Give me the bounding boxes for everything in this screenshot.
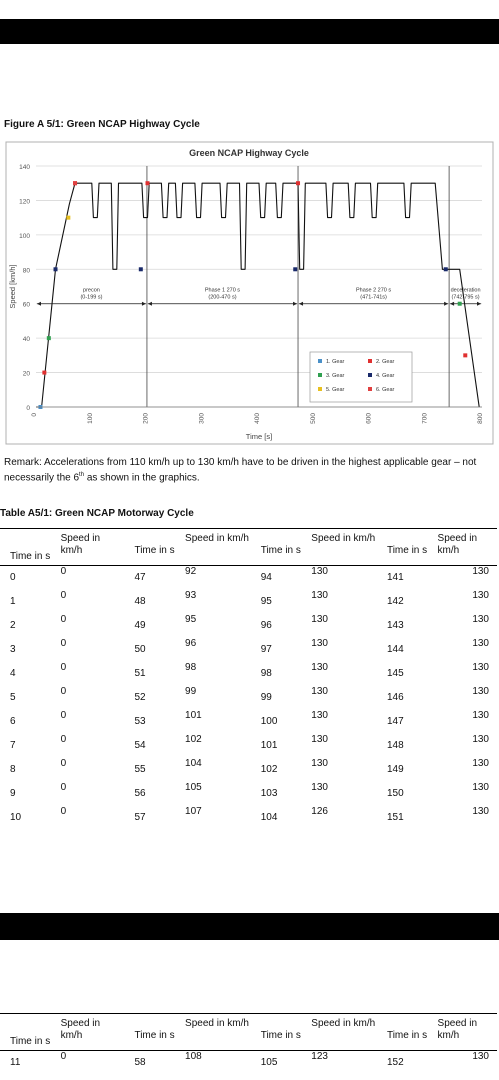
time-cell: 1 [10, 595, 16, 607]
speed-cell: 0 [60, 757, 67, 769]
gear-marker [463, 353, 467, 357]
time-cell: 103 [260, 787, 278, 799]
time-cell: 58 [134, 1057, 146, 1068]
speed-cell: 130 [472, 1051, 489, 1062]
speed-cell: 130 [472, 661, 489, 673]
time-cell: 152 [386, 1057, 404, 1068]
phase-label: Phase 2 270 s [355, 287, 392, 294]
time-cell: 57 [134, 811, 146, 823]
time-cell: 11 [10, 1057, 21, 1068]
time-cell: 149 [386, 763, 404, 775]
speed-cell: 123 [311, 1051, 328, 1062]
phase-label: deceleration [450, 287, 481, 294]
phase-range: (742-795 s) [451, 294, 480, 301]
time-cell: 10 [10, 811, 22, 823]
header-speed-1: Speed in km/h [61, 1014, 125, 1051]
speed-cell: 0 [60, 637, 67, 649]
time-cell: 95 [260, 595, 272, 607]
motorway-cycle-table [0, 528, 497, 830]
speed-cell: 130 [472, 685, 489, 697]
speed-cell: 130 [311, 685, 328, 697]
gear-marker [66, 216, 70, 220]
speed-cell: 130 [472, 733, 489, 745]
phase-label: precon [83, 287, 100, 294]
header-speed-2: Speed in km/h [185, 529, 251, 566]
speed-cell: 0 [60, 709, 67, 721]
gear-marker [146, 181, 150, 185]
time-cell: 6 [10, 715, 16, 727]
gear-marker [47, 336, 51, 340]
time-cell: 48 [134, 595, 146, 607]
speed-cell: 130 [311, 566, 328, 577]
time-cell: 2 [10, 619, 16, 631]
figure-caption: Figure A 5/1: Green NCAP Highway Cycle [4, 119, 200, 130]
table-header-row-continued [0, 1014, 497, 1051]
speed-cell: 130 [472, 613, 489, 625]
header-time-1: Time in s [0, 529, 61, 566]
speed-cell: 130 [472, 637, 489, 649]
phase-range: (471-741s) [360, 294, 387, 301]
header-time-3: Time in s [251, 1014, 312, 1051]
table-row [0, 638, 497, 662]
time-cell: 50 [134, 643, 146, 655]
time-cell: 56 [134, 787, 146, 799]
time-cell: 96 [260, 619, 272, 631]
legend-swatch [318, 359, 322, 363]
speed-cell: 0 [60, 805, 67, 817]
page-header-band [0, 19, 499, 44]
header-time-4: Time in s [377, 529, 438, 566]
time-cell: 98 [260, 667, 272, 679]
gear-marker [458, 302, 462, 306]
speed-cell: 101 [185, 709, 202, 721]
chart-svg [0, 136, 499, 446]
header-speed-3: Speed in km/h [311, 1014, 377, 1051]
speed-cell: 130 [311, 733, 328, 745]
speed-cell: 107 [185, 805, 202, 817]
header-time-2: Time in s [124, 529, 185, 566]
y-tick-label: 20 [22, 370, 30, 378]
speed-cell: 130 [311, 613, 328, 625]
speed-cell: 108 [185, 1051, 202, 1062]
page-break-band [0, 913, 499, 940]
time-cell: 105 [260, 1057, 278, 1068]
speed-cell: 102 [185, 733, 202, 745]
time-cell: 144 [386, 643, 404, 655]
time-cell: 100 [260, 715, 278, 727]
speed-cell: 104 [185, 757, 202, 769]
time-cell: 51 [134, 667, 146, 679]
speed-cell: 93 [185, 589, 197, 601]
time-cell: 143 [386, 619, 404, 631]
speed-cell: 92 [185, 566, 197, 577]
x-tick-label: 0 [31, 413, 38, 417]
remark-after: as shown in the graphics. [84, 472, 200, 484]
time-cell: 150 [386, 787, 404, 799]
table-row [0, 662, 497, 686]
table-row [0, 590, 497, 614]
header-time-1: Time in s [0, 1014, 61, 1051]
speed-cell: 130 [472, 805, 489, 817]
speed-cell: 130 [311, 589, 328, 601]
time-cell: 9 [10, 787, 16, 799]
gear-marker [293, 267, 297, 271]
x-tick-label: 800 [477, 413, 484, 424]
y-tick-label: 120 [19, 198, 30, 206]
time-cell: 142 [386, 595, 404, 607]
time-cell: 94 [260, 572, 272, 583]
time-cell: 0 [10, 572, 16, 583]
legend-swatch [368, 359, 372, 363]
gear-marker [42, 371, 46, 375]
legend-swatch [318, 387, 322, 391]
speed-cell: 95 [185, 613, 197, 625]
time-cell: 102 [260, 763, 278, 775]
table-row [0, 566, 497, 590]
time-cell: 101 [260, 739, 278, 751]
speed-cell: 126 [311, 805, 328, 817]
table-row [0, 734, 497, 758]
legend-swatch [368, 373, 372, 377]
y-tick-label: 100 [19, 232, 30, 240]
header-speed-4: Speed in km/h [438, 529, 497, 566]
legend-label: 3. Gear [326, 373, 345, 379]
time-cell: 7 [10, 739, 16, 751]
time-cell: 147 [386, 715, 404, 727]
legend-label: 1. Gear [326, 359, 345, 365]
speed-cell: 130 [311, 709, 328, 721]
chart-frame [6, 142, 493, 444]
time-cell: 151 [386, 811, 404, 823]
speed-cell: 0 [60, 566, 67, 577]
speed-cell: 130 [311, 661, 328, 673]
table-row [0, 710, 497, 734]
table-row [0, 758, 497, 782]
table-row [0, 806, 497, 830]
time-cell: 53 [134, 715, 146, 727]
speed-cell: 130 [472, 589, 489, 601]
y-axis-label: Speed [km/h] [8, 264, 17, 309]
time-cell: 49 [134, 619, 146, 631]
y-tick-label: 140 [19, 164, 30, 171]
x-tick-label: 500 [309, 413, 317, 424]
time-cell: 99 [260, 691, 272, 703]
time-cell: 3 [10, 643, 16, 655]
header-time-4: Time in s [377, 1014, 438, 1051]
gear-marker [73, 181, 77, 185]
legend-swatch [318, 373, 322, 377]
chart-title: Green NCAP Highway Cycle [189, 148, 309, 158]
phase-range: (200-470 s) [208, 294, 237, 301]
legend-swatch [368, 387, 372, 391]
x-tick-label: 100 [86, 413, 94, 424]
table-row [0, 1051, 497, 1075]
speed-cell: 0 [60, 661, 67, 673]
gear-marker [54, 267, 58, 271]
speed-cell: 105 [185, 781, 202, 793]
table-row [0, 782, 497, 806]
x-tick-label: 600 [365, 413, 373, 424]
table-caption: Table A5/1: Green NCAP Motorway Cycle [0, 508, 194, 519]
time-cell: 97 [260, 643, 272, 655]
motorway-cycle-table-continued [0, 1013, 497, 1075]
time-cell: 55 [134, 763, 146, 775]
gear-marker [139, 267, 143, 271]
table-row [0, 614, 497, 638]
speed-cell: 0 [60, 685, 67, 697]
speed-cell: 0 [60, 1051, 67, 1062]
header-speed-4: Speed in km/h [438, 1014, 497, 1051]
time-cell: 4 [10, 667, 16, 679]
speed-cell: 0 [60, 613, 67, 625]
header-speed-3: Speed in km/h [311, 529, 377, 566]
remark-text [4, 456, 494, 484]
highway-cycle-chart [0, 136, 499, 446]
time-cell: 8 [10, 763, 16, 775]
speed-cell: 130 [472, 709, 489, 721]
speed-cell: 0 [60, 589, 67, 601]
legend-label: 6. Gear [376, 387, 395, 393]
time-cell: 47 [134, 572, 146, 583]
x-tick-label: 700 [421, 413, 429, 424]
x-tick-label: 300 [198, 413, 206, 424]
header-speed-2: Speed in km/h [185, 1014, 251, 1051]
x-axis-label: Time [s] [245, 432, 273, 441]
time-cell: 145 [386, 667, 404, 679]
y-tick-label: 80 [22, 267, 30, 275]
speed-cell: 130 [311, 781, 328, 793]
time-cell: 104 [260, 811, 278, 823]
y-tick-label: 40 [22, 336, 30, 344]
speed-cell: 130 [311, 637, 328, 649]
header-time-3: Time in s [251, 529, 312, 566]
x-tick-label: 200 [142, 413, 150, 424]
speed-cell: 130 [472, 781, 489, 793]
table-header-row [0, 529, 497, 566]
remark-before: Remark: Accelerations from 110 km/h up to 130 km/h have to be driven in the highest applicable gear – not necessarily the 6 [4, 457, 477, 484]
header-time-2: Time in s [124, 1014, 185, 1051]
speed-cell: 98 [185, 661, 197, 673]
phase-label: Phase 1 270 s [204, 287, 241, 294]
time-cell: 146 [386, 691, 404, 703]
speed-cell: 99 [185, 685, 197, 697]
legend-label: 4. Gear [376, 373, 395, 379]
time-cell: 54 [134, 739, 146, 751]
time-cell: 5 [10, 691, 16, 703]
gear-marker [296, 181, 300, 185]
x-tick-label: 400 [254, 413, 261, 424]
speed-cell: 130 [311, 757, 328, 769]
remark-sup: th [79, 472, 85, 478]
speed-cell: 130 [472, 566, 489, 577]
y-tick-label: 0 [26, 405, 30, 412]
y-tick-label: 60 [22, 301, 30, 309]
chart-legend [310, 352, 412, 402]
gear-marker [444, 267, 448, 271]
time-cell: 141 [386, 572, 404, 583]
legend-label: 2. Gear [376, 359, 395, 365]
speed-cell: 130 [472, 757, 489, 769]
table-row [0, 686, 497, 710]
phase-range: (0-199 s) [80, 294, 103, 301]
time-cell: 52 [134, 691, 146, 703]
time-cell: 148 [386, 739, 404, 751]
speed-cell: 96 [185, 637, 197, 649]
speed-cell: 0 [60, 781, 67, 793]
legend-label: 5. Gear [326, 387, 345, 393]
speed-cell: 0 [60, 733, 67, 745]
header-speed-1: Speed in km/h [61, 529, 125, 566]
